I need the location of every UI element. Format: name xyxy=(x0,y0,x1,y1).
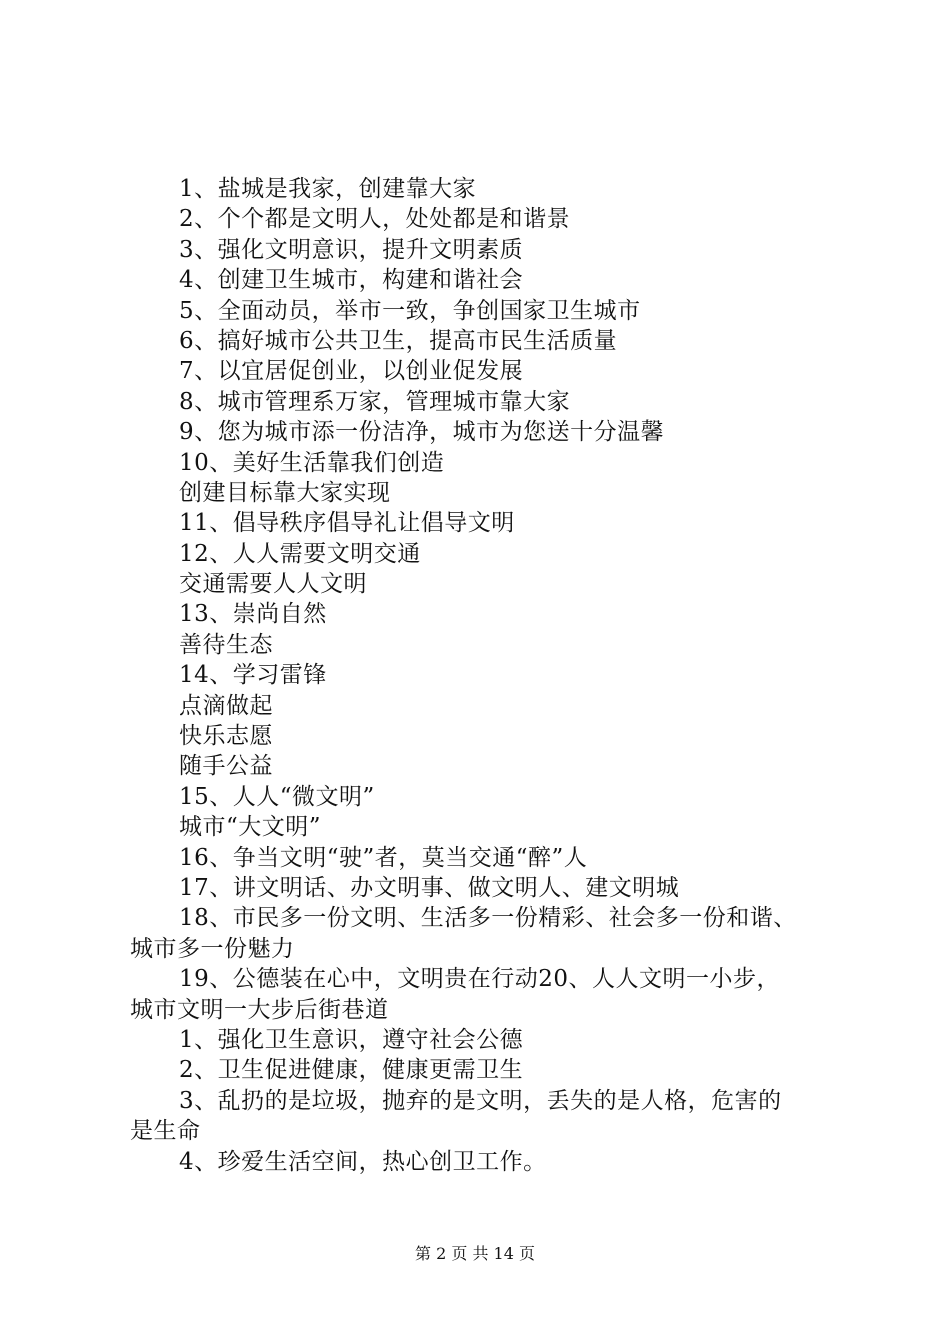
text-line: 4、珍爱生活空间，热心创卫工作。 xyxy=(179,1148,547,1175)
page-number-label: 第 2 页 共 14 页 xyxy=(415,1244,535,1263)
text-line: 城市文明一大步后街巷道 xyxy=(130,996,389,1023)
text-line: 4、创建卫生城市，构建和谐社会 xyxy=(179,267,524,294)
text-line: 3、强化文明意识，提升文明素质 xyxy=(179,236,524,263)
text-line: 善待生态 xyxy=(179,631,273,658)
text-line: 城市多一份魅力 xyxy=(130,935,295,962)
text-line: 12、人人需要文明交通 xyxy=(179,540,421,567)
text-line: 10、美好生活靠我们创造 xyxy=(179,449,445,476)
text-line: 13、崇尚自然 xyxy=(179,601,327,628)
text-line: 11、倡导秩序倡导礼让倡导文明 xyxy=(179,510,515,537)
text-line: 6、搞好城市公共卫生，提高市民生活质量 xyxy=(179,327,618,354)
text-line: 点滴做起 xyxy=(179,692,273,719)
text-line: 2、卫生促进健康，健康更需卫生 xyxy=(179,1057,524,1084)
text-line: 16、争当文明“驶”者，莫当交通“醉”人 xyxy=(179,844,588,871)
text-line: 是生命 xyxy=(130,1118,201,1145)
text-line: 9、您为城市添一份洁净，城市为您送十分温馨 xyxy=(179,419,665,446)
text-line: 15、人人“微文明” xyxy=(179,783,375,810)
text-line: 1、强化卫生意识，遵守社会公德 xyxy=(179,1026,524,1053)
text-line: 3、乱扔的是垃圾，抛弃的是文明，丢失的是人格，危害的 xyxy=(179,1087,782,1114)
page-footer xyxy=(0,1244,950,1264)
text-line: 交通需要人人文明 xyxy=(179,571,367,598)
text-line: 18、市民多一份文明、生活多一份精彩、社会多一份和谐、 xyxy=(179,905,797,932)
text-line: 快乐志愿 xyxy=(179,723,273,750)
text-line: 14、学习雷锋 xyxy=(179,662,327,689)
text-line: 1、盐城是我家，创建靠大家 xyxy=(179,176,477,202)
text-line: 创建目标靠大家实现 xyxy=(179,479,391,506)
text-line: 2、个个都是文明人，处处都是和谐景 xyxy=(179,206,571,233)
text-line: 5、全面动员，举市一致，争创国家卫生城市 xyxy=(179,297,641,324)
text-line: 8、城市管理系万家，管理城市靠大家 xyxy=(179,388,571,415)
text-line: 城市“大文明” xyxy=(179,814,322,841)
text-line: 17、讲文明话、办文明事、做文明人、建文明城 xyxy=(179,874,680,901)
document-body xyxy=(130,174,870,1177)
text-line: 随手公益 xyxy=(179,753,273,780)
text-line: 7、以宜居促创业，以创业促发展 xyxy=(179,358,524,385)
text-line: 19、公德装在心中，文明贵在行动20、人人文明一小步， xyxy=(179,966,781,993)
